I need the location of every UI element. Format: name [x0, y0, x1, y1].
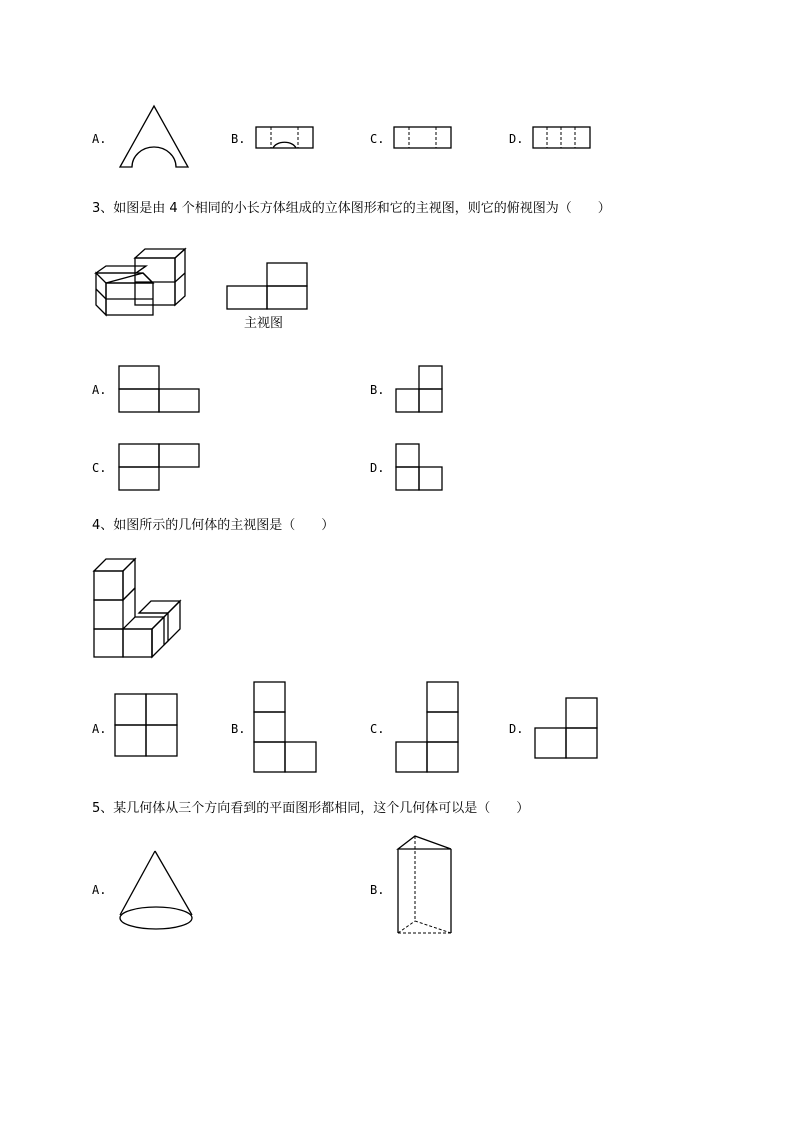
- q3-prompt: 3、如图是由 4 个相同的小长方体组成的立体图形和它的主视图，则它的俯视图为（ ）: [92, 201, 611, 216]
- q3-option-d-figure: [395, 443, 445, 493]
- q4-option-a-label: A.: [92, 722, 107, 736]
- q3-option-a-figure: [118, 365, 202, 415]
- q3-option-b-figure: [395, 365, 445, 415]
- q3-figure-caption: 主视图: [244, 316, 284, 331]
- q2-option-b-label: B.: [231, 132, 246, 146]
- q5-option-a-cone-figure: [117, 848, 197, 934]
- q4-option-c-figure: [395, 681, 461, 775]
- q2-option-d-figure: [532, 126, 592, 150]
- q2-option-c-figure: [393, 126, 453, 150]
- q4-solid-figure: [92, 555, 186, 659]
- q3-option-d-label: D.: [370, 461, 385, 475]
- q4-prompt: 4、如图所示的几何体的主视图是（ ）: [92, 518, 335, 533]
- q4-option-b-label: B.: [231, 722, 246, 736]
- q2-option-d-label: D.: [509, 132, 524, 146]
- q2-option-a-label: A.: [92, 132, 107, 146]
- q3-front-view-figure: [226, 262, 310, 312]
- q4-option-a-figure: [114, 693, 180, 759]
- q3-option-c-label: C.: [92, 461, 107, 475]
- q5-option-b-label: B.: [370, 883, 385, 897]
- q5-option-b-prism-figure: [393, 833, 459, 941]
- q2-option-b-figure: [255, 126, 315, 150]
- q4-option-d-label: D.: [509, 722, 524, 736]
- q3-option-b-label: B.: [370, 383, 385, 397]
- q3-option-c-figure: [118, 443, 202, 493]
- q5-option-a-label: A.: [92, 883, 107, 897]
- q3-solid-figure: [94, 246, 190, 320]
- q3-option-a-label: A.: [92, 383, 107, 397]
- q4-option-c-label: C.: [370, 722, 385, 736]
- q5-prompt: 5、某几何体从三个方向看到的平面图形都相同，这个几何体可以是（ ）: [92, 801, 530, 816]
- q4-option-d-figure: [534, 697, 600, 761]
- q2-option-a-figure: [118, 104, 194, 170]
- q2-option-c-label: C.: [370, 132, 385, 146]
- q4-option-b-figure: [253, 681, 319, 775]
